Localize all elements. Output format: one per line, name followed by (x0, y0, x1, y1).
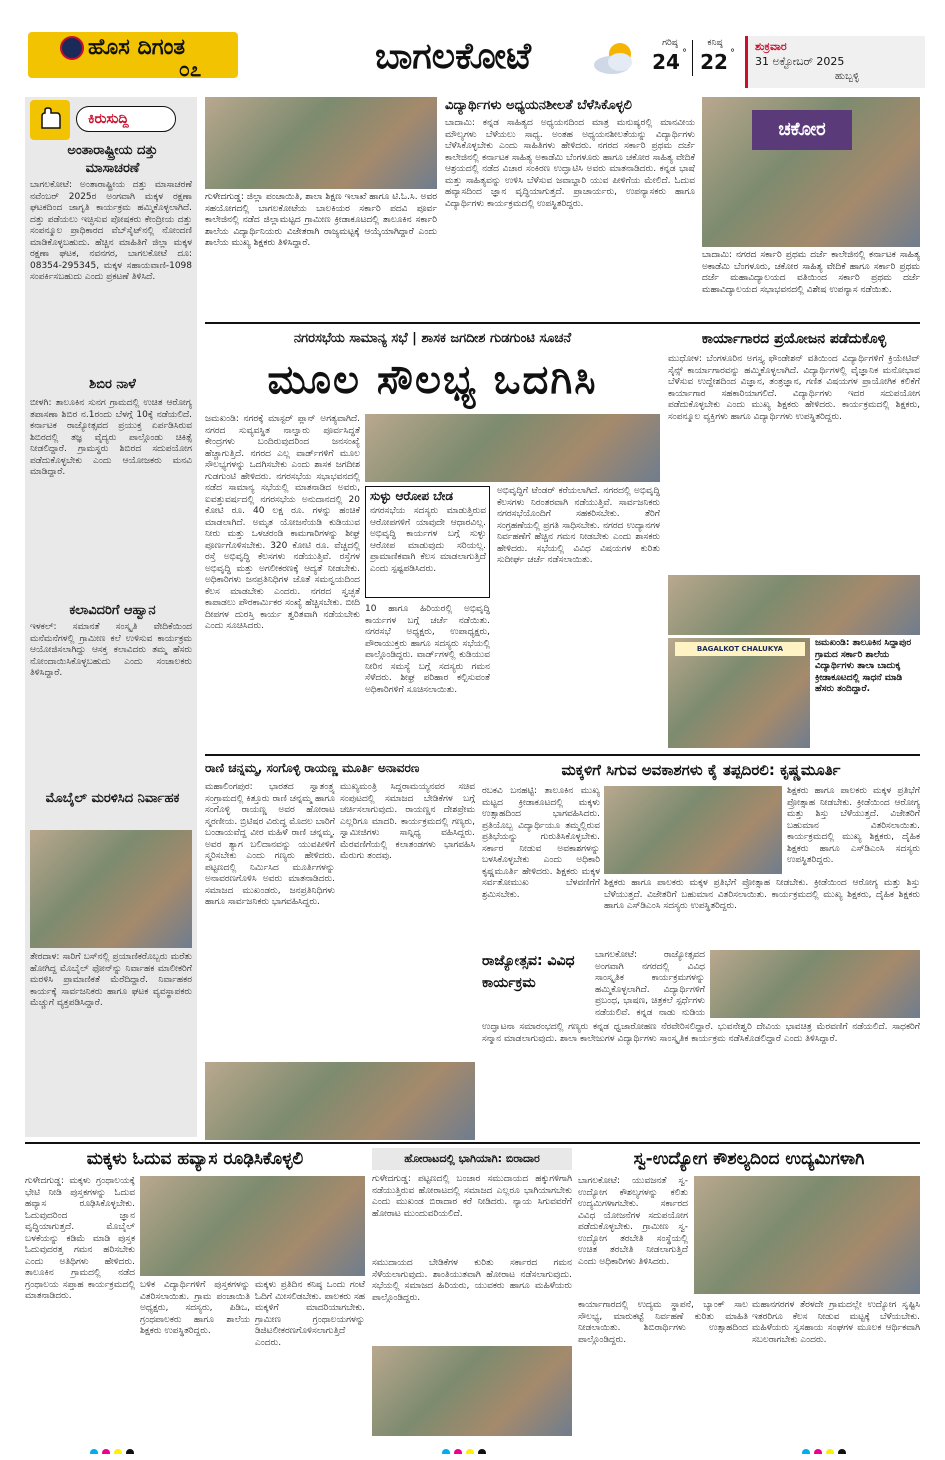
selfemployment-body-c: ಮಹಾನಗರಗಳ ತೆರಳದೇ ಗ್ರಾಮದಲ್ಲೇ ಉದ್ಯೋಗ ಸೃಷ್ಟಿಸಿ ಇತರರಿಗೂ ಕೆಲಸ ನೀಡುವ ಮಟ್ಟಕ್ಕೆ ಬೆಳೆಯಬೇಕು. ಮಹಿಳೆಯರು ಸ್ವಸಹಾಯ ಸಂಘಗಳ ಮೂಲಕ ಆರ್ಥಿಕವಾಗಿ ಸಬಲರಾಗಬೇಕು ಎಂದರು. (752, 1300, 920, 1345)
bus-photo (30, 830, 192, 948)
school-group-photo (205, 97, 437, 189)
kirusuddi-item1-body: ಬಾಗಲಕೋಟೆ: ಅಂತಾರಾಷ್ಟ್ರೀಯ ದತ್ತು ಮಾಸಾಚರಣೆ ನವೆಂಬರ್ 2025ರ ಅಂಗವಾಗಿ ಮಕ್ಕಳ ರಕ್ಷಣಾ ಘಟಕದಿಂದ ಜಾಗೃತಿ ಕಾರ್ಯಕ್ರಮ ಹಮ್ಮಿಕೊಳ್ಳಲಾಗಿದೆ. ದತ್ತು ಪಡೆಯಲು ಇಚ್ಛಿಸುವ ಪೋಷಕರು ಕೇಂದ್ರೀಯ ದತ್ತು ಸಂಪನ್ಮೂಲ ಪ್ರಾಧಿಕಾರದ ವೆಬ್‌ಸೈಟ್‌ನಲ್ಲಿ ನೋಂದಣಿ ಮಾಡಿಕೊಳ್ಳಬಹುದು. ಹೆಚ್ಚಿನ ಮಾಹಿತಿಗೆ ಜಿಲ್ಲಾ ಮಕ್ಕಳ ರಕ್ಷಣಾ ಘಟಕ, ನವನಗರ, ಬಾಗಲಕೋಟೆ ದೂ: 08354-295345, ಮಕ್ಕಳ ಸಹಾಯವಾಣಿ-1098 ಸಂಪರ್ಕಿಸಬಹುದು ಎಂದು ಪ್ರಕಟಣೆ ತಿಳಿಸಿದೆ. (30, 180, 192, 282)
kirusuddi-item3-body: ಇಳಕಲ್: ಸಮಾನತೆ ಸಂಸ್ಕೃತಿ ವೇದಿಕೆಯಿಂದ ಮನೆಮನೆಗಳಲ್ಲಿ ಗ್ರಾಮೀಣ ಕಲೆ ಉಳಿಸುವ ಕಾರ್ಯಕ್ರಮ ಆಯೋಜಿಸಲಾಗಿದ್ದು ಆಸಕ್ತ ಕಲಾವಿದರು ತಮ್ಮ ಹೆಸರು ನೋಂದಾಯಿಸಿಕೊಳ್ಳಬಹುದು ಎಂದು ಸಂಚಾಲಕರು ತಿಳಿಸಿದ್ದಾರೆ. (30, 622, 192, 678)
lead-body-right: ಅಭಿವೃದ್ಧಿಗೆ ಟೆಂಡರ್ ಕರೆಯಲಾಗಿದೆ. ನಗರದಲ್ಲಿ ಅಭಿವೃದ್ಧಿ ಕೆಲಸಗಳು ನಿರಂತರವಾಗಿ ನಡೆಯುತ್ತಿವೆ. ಸಾರ್ವಜನಿಕರು ನಗರಸಭೆಯೊಂದಿಗೆ ಸಹಕರಿಸಬೇಕು. ತೆರಿಗೆ ಸಂಗ್ರಹಣೆಯಲ್ಲಿ ಪ್ರಗತಿ ಸಾಧಿಸಬೇಕು. ನಗರದ ಉದ್ಯಾನಗಳ ನಿರ್ವಹಣೆಗೆ ಹೆಚ್ಚಿನ ಗಮನ ನೀಡಬೇಕು ಎಂದು ಶಾಸಕರು ಹೇಳಿದರು. ಸಭೆಯಲ್ಲಿ ವಿವಿಧ ವಿಷಯಗಳ ಕುರಿತು ಸುದೀರ್ಘ ಚರ್ಚೆ ನಡೆಸಲಾಯಿತು. (497, 486, 660, 565)
karyagara-body: ಮುಧೋಳ: ಬೆಂಗಳೂರಿನ ಅಗಸ್ತ್ಯ ಫೌಂಡೇಶನ್ ವತಿಯಿಂದ ವಿದ್ಯಾರ್ಥಿಗಳಿಗೆ ಕ್ರಿಯೇಟಿವ್ ಸೈನ್ಸ್ ಕಾರ್ಯಾಗಾರವನ್ನು ಹಮ್ಮಿಕೊಳ್ಳಲಾಗಿದೆ. ವಿದ್ಯಾರ್ಥಿಗಳಲ್ಲಿ ವೈಜ್ಞಾನಿಕ ಮನೋಭಾವ ಬೆಳೆಸುವ ಉದ್ದೇಶದಿಂದ ವಿಜ್ಞಾನ, ತಂತ್ರಜ್ಞಾನ, ಗಣಿತ ವಿಷಯಗಳ ಪ್ರಾಯೋಗಿಕ ಕಲಿಕೆಗೆ ಕಾರ್ಯಾಗಾರ ಸಹಕಾರಿಯಾಗಲಿದೆ. ವಿದ್ಯಾರ್ಥಿಗಳು ಇದರ ಸದುಪಯೋಗ ಪಡೆದುಕೊಳ್ಳಬೇಕು ಎಂದು ಮುಖ್ಯ ಶಿಕ್ಷಕರು ಹೇಳಿದರು. ಕಾರ್ಯಕ್ರಮದಲ್ಲಿ ಶಿಕ್ಷಕರು, ಸಂಪನ್ಮೂಲ ವ್ಯಕ್ತಿಗಳು ಹಾಗೂ ವಿದ್ಯಾರ್ಥಿಗಳು ಉಪಸ್ಥಿತರಿದ್ದರು. (668, 354, 920, 422)
school-photo-caption: ಗುಳೇದಗುಡ್ಡ: ಜಿಲ್ಲಾ ಪಂಚಾಯಿತಿ, ಶಾಲಾ ಶಿಕ್ಷಣ ಇಲಾಖೆ ಹಾಗೂ ಟಿ.ಓ.ಸಿ. ಅವರ ಸಹಯೋಗದಲ್ಲಿ ಬಾಗಲಕೋಟೆಯ ಬಾಲಕಿಯರ ಸರ್ಕಾರಿ ಪದವಿ ಪೂರ್ವ ಕಾಲೇಜಿನಲ್ಲಿ ನಡೆದ ಜಿಲ್ಲಾಮಟ್ಟದ ಗ್ರಾಮೀಣ ಕ್ರೀಡಾಕೂಟದಲ್ಲಿ ತಾಲೂಕಿನ ಸರ್ಕಾರಿ ಶಾಲೆಯ ವಿದ್ಯಾರ್ಥಿನಿಯರು ವಿಜೇತರಾಗಿ ರಾಜ್ಯಮಟ್ಟಕ್ಕೆ ಆಯ್ಕೆಯಾಗಿದ್ದಾರೆ ಎಂದು ಶಾಲೆಯ ಮುಖ್ಯ ಶಿಕ್ಷಕರು ತಿಳಿಸಿದ್ದಾರೆ. (205, 192, 437, 318)
selfemployment-body-b: ಕಾರ್ಯಾಗಾರದಲ್ಲಿ ಉದ್ಯಮ ಸ್ಥಾಪನೆ, ಬ್ಯಾಂಕ್ ಸಾಲ ಸೌಲಭ್ಯ, ಮಾರುಕಟ್ಟೆ ನಿರ್ವಹಣೆ ಕುರಿತು ಮಾಹಿತಿ ನೀಡಲಾಯಿತು. ಶಿಬಿರಾರ್ಥಿಗಳು ಉತ್ಸಾಹದಿಂದ ಪಾಲ್ಗೊಂಡಿದ್ದರು. (578, 1300, 748, 1345)
lead-headline: ಮೂಲ ಸೌಲಭ್ಯ ಒದಗಿಸಿ (267, 357, 598, 403)
min-temp-degree: ° (730, 48, 735, 59)
masthead (0, 0, 945, 95)
students-body: ಬಾದಾಮಿ: ಕನ್ನಡ ಸಾಹಿತ್ಯದ ಅಧ್ಯಯನದಿಂದ ಮಾತ್ರ ಮನುಷ್ಯರಲ್ಲಿ ಮಾನವೀಯ ಮೌಲ್ಯಗಳು ಬೆಳೆಯಲು ಸಾಧ್ಯ. ಅಂತಹ ಅಧ್ಯಯನಶೀಲತೆಯನ್ನು ವಿದ್ಯಾರ್ಥಿಗಳು ಬೆಳೆಸಿಕೊಳ್ಳಬೇಕು ಎಂದು ಸಾಹಿತಿಗಳು ಹೇಳಿದರು. ನಗರದ ಸರ್ಕಾರಿ ಪ್ರಥಮ ದರ್ಜೆ ಕಾಲೇಜಿನಲ್ಲಿ ಕರ್ನಾಟಕ ಸಾಹಿತ್ಯ ಅಕಾಡೆಮಿ ಬೆಂಗಳೂರು ಹಾಗೂ ಚಕೋರ ಸಾಹಿತ್ಯ ವೇದಿಕೆ ಆಶ್ರಯದಲ್ಲಿ ನಡೆದ ವಿಚಾರ ಸಂಕಿರಣ ಉದ್ಘಾಟಿಸಿ ಅವರು ಮಾತನಾಡಿದರು. ಕನ್ನಡ ಭಾಷೆ ಮತ್ತು ಸಾಹಿತ್ಯವನ್ನು ಉಳಿಸಿ ಬೆಳೆಸುವ ಜವಾಬ್ದಾರಿ ಯುವ ಪೀಳಿಗೆಯ ಮೇಲಿದೆ. ಓದುವ ಹವ್ಯಾಸದಿಂದ ಜ್ಞಾನ ವೃದ್ಧಿಯಾಗುತ್ತದೆ. ಪ್ರಾಚಾರ್ಯರು, ಉಪನ್ಯಾಸಕರು ಹಾಗೂ ವಿದ್ಯಾರ್ಥಿಗಳು ಕಾರ್ಯಕ್ರಮದಲ್ಲಿ ಉಪಸ್ಥಿತರಿದ್ದರು. (445, 118, 695, 209)
logo-emblem-icon (60, 36, 84, 60)
rajyotsava-headline: ರಾಜ್ಯೋತ್ಸವ: ವಿವಿಧ ಕಾರ್ಯಕ್ರಮ (482, 953, 575, 991)
kirusuddi-header (30, 100, 192, 140)
edition-title: ಬಾಗಲಕೋಟೆ (375, 36, 532, 77)
rajyotsava-body: ಬಾಗಲಕೋಟೆ: ರಾಜ್ಯೋತ್ಸವದ ಅಂಗವಾಗಿ ನಗರದಲ್ಲಿ ವಿವಿಧ ಸಾಂಸ್ಕೃತಿಕ ಕಾರ್ಯಕ್ರಮಗಳನ್ನು ಹಮ್ಮಿಕೊಳ್ಳಲಾಗಿದೆ. ವಿದ್ಯಾರ್ಥಿಗಳಿಗೆ ಪ್ರಬಂಧ, ಭಾಷಣ, ಚಿತ್ರಕಲೆ ಸ್ಪರ್ಧೆಗಳು ನಡೆಯಲಿವೆ. ಕನ್ನಡ ನಾಡು ನುಡಿಯ (595, 950, 705, 1018)
rajyotsava-photo (710, 950, 920, 1018)
hand-icon (30, 100, 70, 140)
students-headline: ವಿದ್ಯಾರ್ಥಿಗಳು ಅಧ್ಯಯನಶೀಲತೆ ಬೆಳೆಸಿಕೊಳ್ಳಲಿ (445, 98, 632, 113)
registration-marks-center (440, 1442, 500, 1454)
min-temp: 22 (700, 50, 728, 74)
science-workshop-photo (668, 575, 920, 635)
quote-title: ಸುಳ್ಳು ಆರೋಪ ಬೇಡ (370, 489, 453, 503)
max-temp-degree: ° (682, 48, 687, 59)
divider-bottom (25, 1142, 920, 1144)
rajyotsava-body2: ಉದ್ಘಾಟನಾ ಸಮಾರಂಭದಲ್ಲಿ ಗಣ್ಯರು ಕನ್ನಡ ಧ್ವಜಾರೋಹಣ ನೆರವೇರಿಸಲಿದ್ದಾರೆ. ಭುವನೇಶ್ವರಿ ದೇವಿಯ ಭಾವಚಿತ್ರ ಮೆರವಣಿಗೆ ನಡೆಯಲಿದೆ. ಸಾಧಕರಿಗೆ ಸನ್ಮಾನ ಮಾಡಲಾಗುವುದು. ಶಾಲಾ ಕಾಲೇಜುಗಳ ವಿದ್ಯಾರ್ಥಿಗಳು ಸಾಂಸ್ಕೃತಿಕ ಕಾರ್ಯಕ್ರಮ ನಡೆಸಿಕೊಡಲಿದ್ದಾರೆ ಎಂದು ತಿಳಿಸಿದ್ದಾರೆ. (482, 1022, 920, 1044)
weather-icon (590, 38, 640, 78)
protest-body-b: ಸಮುದಾಯದ ಬೇಡಿಕೆಗಳ ಕುರಿತು ಸರ್ಕಾರದ ಗಮನ ಸೆಳೆಯಲಾಗುವುದು. ಶಾಂತಿಯುತವಾಗಿ ಹೋರಾಟ ನಡೆಸಲಾಗುವುದು. ಸಭೆಯಲ್ಲಿ ಸಮಾಜದ ಹಿರಿಯರು, ಯುವಕರು ಹಾಗೂ ಮಹಿಳೆಯರು ಪಾಲ್ಗೊಂಡಿದ್ದರು. (372, 1258, 572, 1303)
reading-body-c: ಮಕ್ಕಳು ಪ್ರತಿದಿನ ಕನಿಷ್ಠ ಒಂದು ಗಂಟೆ ಓದಿಗೆ ಮೀಸಲಿಡಬೇಕು. ಪಾಲಕರು ಸಹ ಮಕ್ಕಳಿಗೆ ಮಾದರಿಯಾಗಬೇಕು. ಗ್ರಾಮೀಣ ಗ್ರಂಥಾಲಯಗಳನ್ನು ಡಿಜಿಟಲೀಕರಣಗೊಳಿಸಲಾಗುತ್ತಿದೆ ಎಂದರು. (255, 1280, 365, 1348)
city-label: ಹುಬ್ಬಳ್ಳಿ (835, 71, 860, 82)
registration-marks-right (800, 1442, 860, 1454)
selfemployment-headline: ಸ್ವ-ಉದ್ಯೋಗ ಕೌಶಲ್ಯದಿಂದ ಉದ್ಯಮಿಗಳಾಗಿ (633, 1149, 865, 1169)
makkalige-body-left: ರಬಕವಿ ಬನಹಟ್ಟಿ: ತಾಲೂಕಿನ ಮುಖ್ಯ ಮಟ್ಟದ ಕ್ರೀಡಾಕೂಟದಲ್ಲಿ ಮಕ್ಕಳು ಉತ್ಸಾಹದಿಂದ ಭಾಗವಹಿಸಿದರು. ಪ್ರತಿಯೊಬ್ಬ ವಿದ್ಯಾರ್ಥಿಯೂ ತಮ್ಮಲ್ಲಿರುವ ಪ್ರತಿಭೆಯನ್ನು ಗುರುತಿಸಿಕೊಳ್ಳಬೇಕು. ಸರ್ಕಾರ ನೀಡುವ ಅವಕಾಶಗಳನ್ನು ಬಳಸಿಕೊಳ್ಳಬೇಕು ಎಂದು ಅಧಿಕಾರಿ ಕೃಷ್ಣಮೂರ್ತಿ ಹೇಳಿದರು. ಶಿಕ್ಷಕರು ಮಕ್ಕಳ ಸರ್ವತೋಮುಖ ಬೆಳವಣಿಗೆಗೆ ಶ್ರಮಿಸಬೇಕು. (482, 786, 600, 900)
karyagara-headline: ಕಾರ್ಯಾಗಾರದ ಪ್ರಯೋಜನ ಪಡೆದುಕೊಳ್ಳಿ (701, 331, 887, 347)
reading-headline: ಮಕ್ಕಳು ಓದುವ ಹವ್ಯಾಸ ರೂಢಿಸಿಕೊಳ್ಳಲಿ (86, 1149, 304, 1169)
makkalige-body-right2: ಶಿಕ್ಷಕರು ಹಾಗೂ ಪಾಲಕರು ಮಕ್ಕಳ ಪ್ರತಿಭೆಗೆ ಪ್ರೋತ್ಸಾಹ ನೀಡಬೇಕು. ಕ್ರೀಡೆಯಿಂದ ಆರೋಗ್ಯ ಮತ್ತು ಶಿಸ್ತು ಬೆಳೆಯುತ್ತದೆ. ವಿಜೇತರಿಗೆ ಬಹುಮಾನ ವಿತರಿಸಲಾಯಿತು. ಕಾರ್ಯಕ್ರಮದಲ್ಲಿ ಮುಖ್ಯ ಶಿಕ್ಷಕರು, ದೈಹಿಕ ಶಿಕ್ಷಕರು ಹಾಗೂ ಎಸ್‌ಡಿಎಂಸಿ ಸದಸ್ಯರು ಉಪಸ್ಥಿತರಿದ್ದರು. (787, 786, 920, 865)
lamp-lighting-photo (694, 1176, 920, 1294)
lead-body-left: ಜಮಖಂಡಿ: ನಗರಕ್ಕೆ ಮಾಸ್ಟರ್ ಪ್ಲಾನ್ ಅಗತ್ಯವಾಗಿದೆ. ನಗರದ ಸುವ್ಯವಸ್ಥಿತ ನಾಲ್ವಾರು ಪೂರ್ವಸಿದ್ಧತೆ ಕೇಂದ್ರಗಳು ಬಂದಿರುವುದರಿಂದ ಜನಸಂಖ್ಯೆ ಹೆಚ್ಚಾಗುತ್ತಿದೆ. ನಗರದ ಎಲ್ಲ ವಾರ್ಡ್‌ಗಳಿಗೆ ಮೂಲ ಸೌಲಭ್ಯಗಳನ್ನು ಒದಗಿಸಬೇಕು ಎಂದು ಶಾಸಕ ಜಗದೀಶ ಗುಡಗುಂಟಿ ಹೇಳಿದರು. ನಗರಸಭೆಯ ಸಭಾಭವನದಲ್ಲಿ ನಡೆದ ಸಾಮಾನ್ಯ ಸಭೆಯಲ್ಲಿ ಮಾತನಾಡಿದ ಅವರು, ಐವತ್ತುವರ್ಷದಲ್ಲಿ ನಗರಸಭೆಯ ಅನುದಾನದಲ್ಲಿ 20 ಕೋಟಿ ರೂ. 40 ಲಕ್ಷ ರೂ. ಗಳನ್ನು ಹಂಚಿಕೆ ಮಾಡಲಾಗಿದೆ. ಅಮೃತ ಯೋಜನೆಯಡಿ ಕುಡಿಯುವ ನೀರು ಮತ್ತು ಒಳಚರಂಡಿ ಕಾಮಗಾರಿಗಳನ್ನು ಶೀಘ್ರ ಪೂರ್ಣಗೊಳಿಸಬೇಕು. 320 ಕೋಟಿ ರೂ. ವೆಚ್ಚದಲ್ಲಿ ರಸ್ತೆ ಅಭಿವೃದ್ಧಿ ಕೆಲಸಗಳು ನಡೆಯುತ್ತಿವೆ. ರಸ್ತೆಗಳ ಅಭಿವೃದ್ಧಿ ಮತ್ತು ಅಗಲೀಕರಣಕ್ಕೆ ಆದ್ಯತೆ ನೀಡಬೇಕು. ಅಧಿಕಾರಿಗಳು ಜನಪ್ರತಿನಿಧಿಗಳ ಜೊತೆ ಸಮನ್ವಯದಿಂದ ಕೆಲಸ ಮಾಡಬೇಕು ಎಂದರು. ನಗರದ ಸ್ವಚ್ಛತೆ ಕಾಪಾಡಲು ಪೌರಕಾರ್ಮಿಕರ ಸಂಖ್ಯೆ ಹೆಚ್ಚಿಸಬೇಕು. ಬೀದಿ ದೀಪಗಳ ದುರಸ್ತಿ ಕಾರ್ಯ ತ್ವರಿತವಾಗಿ ನಡೆಯಬೇಕು ಎಂದು ಸೂಚಿಸಿದರು. (205, 414, 360, 631)
library-photo (140, 1176, 365, 1276)
kirusuddi-item2-body: ಬೀಳಗಿ: ತಾಲೂಕಿನ ಸುನಗ ಗ್ರಾಮದಲ್ಲಿ ಉಚಿತ ಆರೋಗ್ಯ ತಪಾಸಣಾ ಶಿಬಿರ ನ.1ರಂದು ಬೆಳಗ್ಗೆ 10ಕ್ಕೆ ನಡೆಯಲಿದೆ. ಕರ್ನಾಟಕ ರಾಜ್ಯೋತ್ಸವದ ಪ್ರಯುಕ್ತ ಏರ್ಪಡಿಸಿರುವ ಶಿಬಿರದಲ್ಲಿ ತಜ್ಞ ವೈದ್ಯರು ಪಾಲ್ಗೊಂಡು ಚಿಕಿತ್ಸೆ ನೀಡಲಿದ್ದಾರೆ. ಗ್ರಾಮಸ್ಥರು ಶಿಬಿರದ ಸದುಪಯೋಗ ಪಡೆದುಕೊಳ್ಳಬೇಕು ಎಂದು ಆಯೋಜಕರು ಮನವಿ ಮಾಡಿದ್ದಾರೆ. (30, 398, 192, 477)
kirusuddi-label: ಕಿರುಸುದ್ದಿ (88, 111, 129, 127)
date-label: 31 ಅಕ್ಟೋಬರ್ 2025 (755, 55, 845, 68)
reading-body-b: ಬಳಿಕ ವಿದ್ಯಾರ್ಥಿಗಳಿಗೆ ಪುಸ್ತಕಗಳನ್ನು ವಿತರಿಸಲಾಯಿತು. ಗ್ರಾಮ ಪಂಚಾಯಿತಿ ಅಧ್ಯಕ್ಷರು, ಸದಸ್ಯರು, ಪಿಡಿಒ, ಗ್ರಂಥಪಾಲಕರು ಹಾಗೂ ಶಾಲೆಯ ಶಿಕ್ಷಕರು ಉಪಸ್ಥಿತರಿದ್ದರು. (140, 1280, 250, 1336)
divider-top (205, 322, 920, 324)
max-temp-label: ಗರಿಷ್ಠ (662, 38, 678, 48)
reading-body-a: ಗುಳೇದಗುಡ್ಡ: ಮಕ್ಕಳು ಗ್ರಂಥಾಲಯಕ್ಕೆ ಭೇಟಿ ನೀಡಿ ಪುಸ್ತಕಗಳನ್ನು ಓದುವ ಹವ್ಯಾಸ ರೂಢಿಸಿಕೊಳ್ಳಬೇಕು. ಓದುವುದರಿಂದ ಜ್ಞಾನ ವೃದ್ಧಿಯಾಗುತ್ತದೆ. ಮೊಬೈಲ್ ಬಳಕೆಯನ್ನು ಕಡಿಮೆ ಮಾಡಿ ಪುಸ್ತಕ ಓದುವುದರತ್ತ ಗಮನ ಹರಿಸಬೇಕು ಎಂದು ಅತಿಥಿಗಳು ಹೇಳಿದರು. ತಾಲೂಕಿನ ಗ್ರಾಮದಲ್ಲಿ ನಡೆದ ಗ್ರಂಥಾಲಯ ಸಪ್ತಾಹ ಕಾರ್ಯಕ್ರಮದಲ್ಲಿ ಮಾತನಾಡಿದರು. (25, 1176, 135, 1301)
chalukya-sign-text: BAGALKOT CHALUKYA (696, 645, 784, 653)
min-temp-label: ಕನಿಷ್ಠ (707, 38, 723, 48)
rani-body-a: ಮಹಾಲಿಂಗಪುರ: ಭಾರತದ ಸ್ವಾತಂತ್ರ್ಯ ಸಂಗ್ರಾಮದಲ್ಲಿ ಕಿತ್ತೂರು ರಾಣಿ ಚನ್ನಮ್ಮ ಹಾಗೂ ಸಂಗೊಳ್ಳಿ ರಾಯಣ್ಣ ಅವರ ಹೋರಾಟ ಸ್ಮರಣೀಯ. ಬ್ರಿಟಿಷರ ವಿರುದ್ಧ ಮೊದಲ ಬಾರಿಗೆ ಬಂಡಾಯವೆದ್ದ ವೀರ ಮಹಿಳೆ ರಾಣಿ ಚನ್ನಮ್ಮ. ಅವರ ತ್ಯಾಗ ಬಲಿದಾನವನ್ನು ಯುವಪೀಳಿಗೆ ಸ್ಮರಿಸಬೇಕು ಎಂದು ಗಣ್ಯರು ಹೇಳಿದರು. ಪಟ್ಟಣದಲ್ಲಿ ನಿರ್ಮಿಸಿದ ಮೂರ್ತಿಗಳನ್ನು ಅನಾವರಣಗೊಳಿಸಿ ಅವರು ಮಾತನಾಡಿದರು. ಸಮಾಜದ ಮುಖಂಡರು, ಜನಪ್ರತಿನಿಧಿಗಳು ಹಾಗೂ ಸಾರ್ವಜನಿಕರು ಭಾಗವಹಿಸಿದ್ದರು. (205, 782, 335, 907)
kirusuddi-item1-title: ಅಂತಾರಾಷ್ಟ್ರೀಯ ದತ್ತು ಮಾಸಾಚರಣೆ (67, 143, 158, 176)
kirusuddi-item3-title: ಕಲಾವಿದರಿಗೆ ಆಹ್ವಾನ (69, 603, 156, 618)
selfemployment-body-a: ಬಾಗಲಕೋಟೆ: ಯುವಜನತೆ ಸ್ವ-ಉದ್ಯೋಗ ಕೌಶಲ್ಯಗಳನ್ನು ಕಲಿತು ಉದ್ಯಮಿಗಳಾಗಬೇಕು. ಸರ್ಕಾರದ ವಿವಿಧ ಯೋಜನೆಗಳ ಸದುಪಯೋಗ ಪಡೆದುಕೊಳ್ಳಬೇಕು. ಗ್ರಾಮೀಣ ಸ್ವ-ಉದ್ಯೋಗ ತರಬೇತಿ ಸಂಸ್ಥೆಯಲ್ಲಿ ಉಚಿತ ತರಬೇತಿ ನೀಡಲಾಗುತ್ತಿದೆ ಎಂದು ಅಧಿಕಾರಿಗಳು ತಿಳಿಸಿದರು. (578, 1176, 688, 1267)
day-label: ಶುಕ್ರವಾರ (755, 40, 787, 53)
protest-body-a: ಗುಳೇದಗುಡ್ಡ: ಪಟ್ಟಣದಲ್ಲಿ ಬಂಜಾರ ಸಮುದಾಯದ ಹಕ್ಕುಗಳಿಗಾಗಿ ನಡೆಯುತ್ತಿರುವ ಹೋರಾಟದಲ್ಲಿ ಸಮಾಜದ ಎಲ್ಲರೂ ಭಾಗಿಯಾಗಬೇಕು ಎಂದು ಮುಖಂಡ ಬಿರಾದಾರ ಕರೆ ನೀಡಿದರು. ನ್ಯಾಯ ಸಿಗುವವರೆಗೆ ಹೋರಾಟ ಮುಂದುವರಿಯಲಿದೆ. (372, 1174, 572, 1219)
kirusuddi-item4-title: ಮೊಬೈಲ್ ಮರಳಿಸಿದ ನಿರ್ವಾಹಕ (45, 791, 180, 806)
students-sports-photo (604, 786, 782, 874)
sports-team-caption: ಜಮಖಂಡಿ: ತಾಲೂಕಿನ ಸಿದ್ದಾಪುರ ಗ್ರಾಮದ ಸರ್ಕಾರಿ ಶಾಲೆಯ ವಿದ್ಯಾರ್ಥಿಗಳು ತಾಲಾ ಬಾದುಕ್ಕ ಕ್ರೀಡಾಕೂಟದಲ್ಲಿ ಸಾಧನೆ ಮಾಡಿ ಹೆಸರು ತಂದಿದ್ದಾರೆ. (815, 638, 920, 748)
page-number: ೦೭ (178, 58, 202, 80)
max-temp: 24 (652, 50, 680, 74)
meeting-photo (365, 414, 660, 482)
chakora-banner-text: ಚಕೋರ (778, 119, 826, 140)
quote-body: ನಗರಸಭೆಯ ಸದಸ್ಯರು ಮಾಡುತ್ತಿರುವ ಆರೋಪಗಳಿಗೆ ಯಾವುದೇ ಆಧಾರವಿಲ್ಲ. ಅಭಿವೃದ್ಧಿ ಕಾರ್ಯಗಳ ಬಗ್ಗೆ ಸುಳ್ಳು ಆರೋಪ ಮಾಡುವುದು ಸರಿಯಲ್ಲ. ಪ್ರಾಮಾಣಿಕವಾಗಿ ಕೆಲಸ ಮಾಡಲಾಗುತ್ತಿದೆ ಎಂದು ಸ್ಪಷ್ಟಪಡಿಸಿದರು. (370, 506, 486, 574)
rani-headline: ರಾಣಿ ಚನ್ನಮ್ಮ, ಸಂಗೊಳ್ಳಿ ರಾಯಣ್ಣ ಮೂರ್ತಿ ಅನಾವರಣ (205, 761, 420, 775)
statue-unveiling-photo (205, 1062, 475, 1140)
protest-headline: ಹೋರಾಟದಲ್ಲಿ ಭಾಗಿಯಾಗಿ: ಬಿರಾದಾರ (404, 1152, 540, 1165)
paper-name: ಹೊಸ ದಿಗಂತ (88, 35, 186, 60)
protest-photo (372, 1346, 572, 1436)
lead-kicker: ನಗರಸಭೆಯ ಸಾಮಾನ್ಯ ಸಭೆ | ಶಾಸಕ ಜಗದೀಶ ಗುಡಗುಂಟಿ ಸೂಚನೆ (293, 331, 572, 346)
kirusuddi-item4-body: ತೇರದಾಳ: ಸಾರಿಗೆ ಬಸ್‌ನಲ್ಲಿ ಪ್ರಯಾಣಿಕರೊಬ್ಬರು ಮರೆತು ಹೋಗಿದ್ದ ಮೊಬೈಲ್ ಫೋನ್‌ನ್ನು ನಿರ್ವಾಹಕ ಮಾಲೀಕರಿಗೆ ಮರಳಿಸಿ ಪ್ರಾಮಾಣಿಕತೆ ಮೆರೆದಿದ್ದಾರೆ. ನಿರ್ವಾಹಕರ ಕಾರ್ಯಕ್ಕೆ ಸಾರ್ವಜನಿಕರು ಹಾಗೂ ಘಟಕ ವ್ಯವಸ್ಥಾಪಕರು ಮೆಚ್ಚುಗೆ ವ್ಯಕ್ತಪಡಿಸಿದ್ದಾರೆ. (30, 952, 192, 1008)
lead-body-mid: 10 ಹಾಗೂ ಹಿರಿಯರಲ್ಲಿ ಅಭಿವೃದ್ಧಿ ಕಾರ್ಯಗಳ ಬಗ್ಗೆ ಚರ್ಚೆ ನಡೆಯಿತು. ನಗರಸಭೆ ಅಧ್ಯಕ್ಷರು, ಉಪಾಧ್ಯಕ್ಷರು, ಪೌರಾಯುಕ್ತರು ಹಾಗೂ ಸದಸ್ಯರು ಸಭೆಯಲ್ಲಿ ಪಾಲ್ಗೊಂಡಿದ್ದರು. ವಾರ್ಡ್‌ಗಳಲ್ಲಿ ಕುಡಿಯುವ ನೀರಿನ ಸಮಸ್ಯೆ ಬಗ್ಗೆ ಸದಸ್ಯರು ಗಮನ ಸೆಳೆದರು. ಶೀಘ್ರ ಪರಿಹಾರ ಕಲ್ಪಿಸುವಂತೆ ಅಧಿಕಾರಿಗಳಿಗೆ ಸೂಚಿಸಲಾಯಿತು. (365, 604, 490, 695)
seminar-caption: ಬಾದಾಮಿ: ನಗರದ ಸರ್ಕಾರಿ ಪ್ರಥಮ ದರ್ಜೆ ಕಾಲೇಜಿನಲ್ಲಿ ಕರ್ನಾಟಕ ಸಾಹಿತ್ಯ ಅಕಾಡೆಮಿ ಬೆಂಗಳೂರು, ಚಕೋರ ಸಾಹಿತ್ಯ ವೇದಿಕೆ ಹಾಗೂ ಸರ್ಕಾರಿ ಪ್ರಥಮ ದರ್ಜೆ ಮಹಾವಿದ್ಯಾಲಯದ ವತಿಯಿಂದ ಸರ್ಕಾರಿ ಪ್ರಥಮ ದರ್ಜೆ ಮಹಾವಿದ್ಯಾಲಯದ ಸಭಾಭವನದಲ್ಲಿ ವಿಶೇಷ ಉಪನ್ಯಾಸ ನಡೆಯಿತು. (702, 250, 920, 318)
registration-marks-left (88, 1442, 148, 1454)
temp-divider (692, 40, 693, 76)
divider-mid (205, 754, 920, 756)
rani-body-b: ಮುಖ್ಯಮಂತ್ರಿ ಸಿದ್ದರಾಮಯ್ಯನವರ ಸಚಿವ ಸಂಪುಟದಲ್ಲಿ ಸಮಾಜದ ಬೇಡಿಕೆಗಳ ಬಗ್ಗೆ ಚರ್ಚಿಸಲಾಗುವುದು. ರಾಯಣ್ಣನ ದೇಶಪ್ರೇಮ ಎಲ್ಲರಿಗೂ ಮಾದರಿ. ಕಾರ್ಯಕ್ರಮದಲ್ಲಿ ಗಣ್ಯರು, ಸ್ವಾಮೀಜಿಗಳು ಸಾನ್ನಿಧ್ಯ ವಹಿಸಿದ್ದರು. ಮೆರವಣಿಗೆಯಲ್ಲಿ ಕಲಾತಂಡಗಳು ಭಾಗವಹಿಸಿ ಮೆರುಗು ತಂದವು. (340, 782, 475, 861)
makkalige-body-right: ಶಿಕ್ಷಕರು ಹಾಗೂ ಪಾಲಕರು ಮಕ್ಕಳ ಪ್ರತಿಭೆಗೆ ಪ್ರೋತ್ಸಾಹ ನೀಡಬೇಕು. ಕ್ರೀಡೆಯಿಂದ ಆರೋಗ್ಯ ಮತ್ತು ಶಿಸ್ತು ಬೆಳೆಯುತ್ತದೆ. ವಿಜೇತರಿಗೆ ಬಹುಮಾನ ವಿತರಿಸಲಾಯಿತು. ಕಾರ್ಯಕ್ರಮದಲ್ಲಿ ಮುಖ್ಯ ಶಿಕ್ಷಕರು, ದೈಹಿಕ ಶಿಕ್ಷಕರು ಹಾಗೂ ಎಸ್‌ಡಿಎಂಸಿ ಸದಸ್ಯರು ಉಪಸ್ಥಿತರಿದ್ದರು. (604, 878, 920, 911)
kirusuddi-item2-title: ಶಿಬಿರ ನಾಳೆ (89, 377, 136, 392)
makkalige-headline: ಮಕ್ಕಳಿಗೆ ಸಿಗುವ ಅವಕಾಶಗಳು ಕೈ ತಪ್ಪದಿರಲಿ: ಕೃಷ್ಣಮೂರ್ತಿ (561, 761, 841, 779)
